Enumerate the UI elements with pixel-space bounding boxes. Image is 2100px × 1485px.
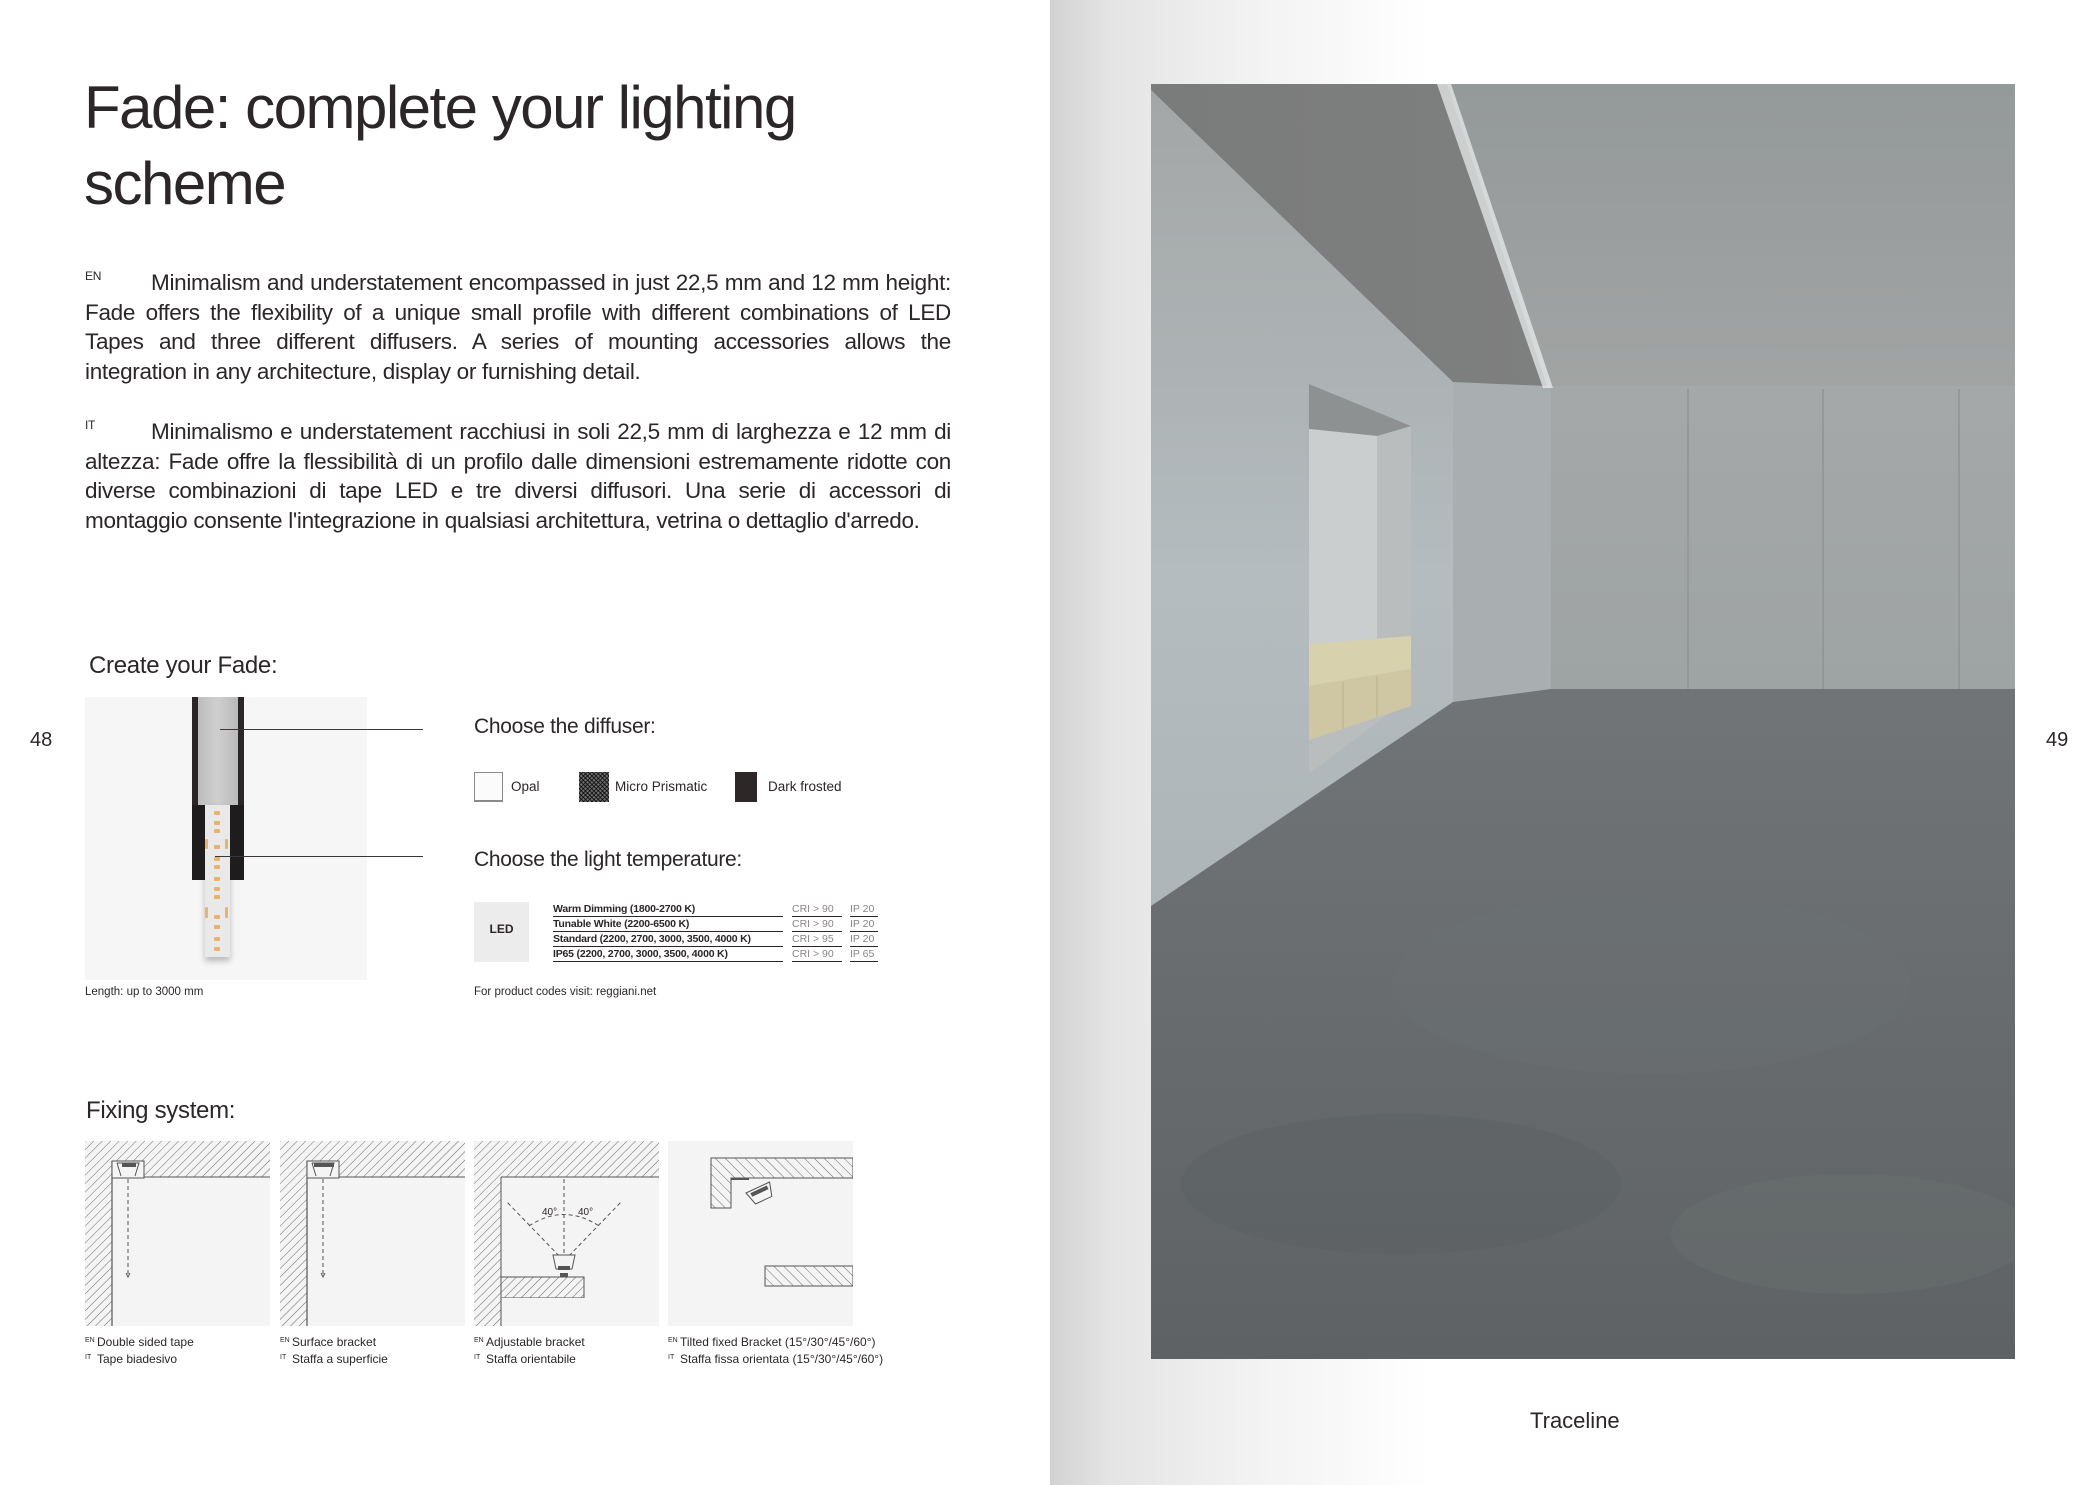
ip-value: IP 20 bbox=[850, 932, 878, 947]
intro-paragraph-en bbox=[85, 262, 951, 386]
cri-value: CRI > 90 bbox=[792, 947, 842, 962]
leader-line-diffuser bbox=[220, 729, 423, 730]
fixing-diagram-double-sided-tape bbox=[85, 1141, 270, 1326]
fixing-label-adjustable-bracket: $^{EN}$ Adjustable bracket $^{IT}$ Staffa orientabile bbox=[474, 1335, 585, 1366]
lang-tag-en: EN bbox=[85, 269, 102, 283]
fixing-label-surface-bracket: $^{EN}$ Surface bracket $^{IT}$ Staffa a superficie bbox=[280, 1335, 388, 1366]
diffuser-part bbox=[198, 697, 238, 805]
angle-label-right: 40° bbox=[578, 1207, 594, 1218]
angle-label-left: 40° bbox=[542, 1207, 558, 1218]
micro-prismatic-label: Micro Prismatic bbox=[615, 779, 708, 794]
fixing-diagram-tilted-bracket bbox=[668, 1141, 853, 1326]
intro-paragraph-it bbox=[85, 411, 951, 535]
interior-photo bbox=[1151, 84, 2015, 1359]
led-label: LED bbox=[489, 922, 514, 936]
fixing-diagram-surface-bracket bbox=[280, 1141, 465, 1326]
opal-label: Opal bbox=[511, 779, 540, 794]
fixing-label-tilted-bracket: $^{EN}$ Tilted fixed Bracket (15°/30°/45°/60°) $^{IT}$ Staffa fissa orientata (15°/30°/45°/60°) bbox=[668, 1335, 884, 1366]
page-number-left: 48 bbox=[30, 729, 53, 751]
cri-value: CRI > 95 bbox=[792, 932, 842, 947]
ip-value: IP 65 bbox=[850, 947, 878, 962]
length-note: Length: up to 3000 mm bbox=[85, 986, 204, 998]
cri-value: CRI > 90 bbox=[792, 917, 842, 932]
photo-caption: Traceline bbox=[1530, 1408, 1620, 1433]
product-codes-note: For product codes visit: reggiani.net bbox=[474, 986, 657, 998]
temperature-name: Tunable White (2200-6500 K) bbox=[553, 917, 783, 932]
fixing-diagram-adjustable-bracket bbox=[474, 1141, 659, 1326]
temperature-name: IP65 (2200, 2700, 3000, 3500, 4000 K) bbox=[553, 947, 783, 962]
micro-prismatic-swatch bbox=[579, 772, 609, 802]
ip-value: IP 20 bbox=[850, 917, 878, 932]
create-section-title: Create your Fade: bbox=[89, 652, 278, 679]
cri-value: CRI > 90 bbox=[792, 902, 842, 917]
fixing-section-title: Fixing system: bbox=[86, 1097, 236, 1124]
temperature-name: Standard (2200, 2700, 3000, 3500, 4000 K) bbox=[553, 932, 783, 947]
diffuser-title: Choose the diffuser: bbox=[474, 715, 656, 738]
ip-value: IP 20 bbox=[850, 902, 878, 917]
dark-frosted-swatch bbox=[735, 772, 757, 802]
leader-line-led bbox=[215, 856, 423, 857]
lang-tag-it: IT bbox=[85, 418, 96, 432]
page-number-right: 49 bbox=[2046, 729, 2069, 751]
product-image bbox=[85, 697, 367, 980]
temperature-name: Warm Dimming (1800-2700 K) bbox=[553, 902, 783, 917]
temperature-title: Choose the light temperature: bbox=[474, 848, 742, 871]
led-source-label bbox=[474, 902, 529, 962]
profile-side-right bbox=[230, 805, 244, 880]
fixing-label-double-sided-tape: $^{EN}$ Double sided tape $^{IT}$ Tape biadesivo bbox=[85, 1335, 194, 1366]
led-tape bbox=[205, 805, 230, 957]
intro-text-en: Minimalism and understatement encompassed in just 22,5 mm and 12 mm height: Fade offers the flexibility of a unique small profile with different combinations of LED Tapes and three different diffusers. A series of mounting accessories allows the integration in any architecture, display or furnishing detail. bbox=[85, 270, 951, 384]
profile-side-left bbox=[192, 805, 205, 880]
dark-frosted-label: Dark frosted bbox=[768, 779, 842, 794]
intro-text-it: Minimalismo e understatement racchiusi in soli 22,5 mm di larghezza e 12 mm di altezza: Fade offre la flessibilità di un profilo dalle dimensioni estremamente ridotte con diverse combinazioni di tape LED e tre diversi diffusori. Una serie di accessori di montaggio consente l'integrazione in qualsiasi architettura, vetrina o dettaglio d'arredo. bbox=[85, 419, 951, 533]
opal-swatch bbox=[474, 772, 503, 802]
page-title: Fade: complete your lighting scheme bbox=[84, 74, 796, 217]
